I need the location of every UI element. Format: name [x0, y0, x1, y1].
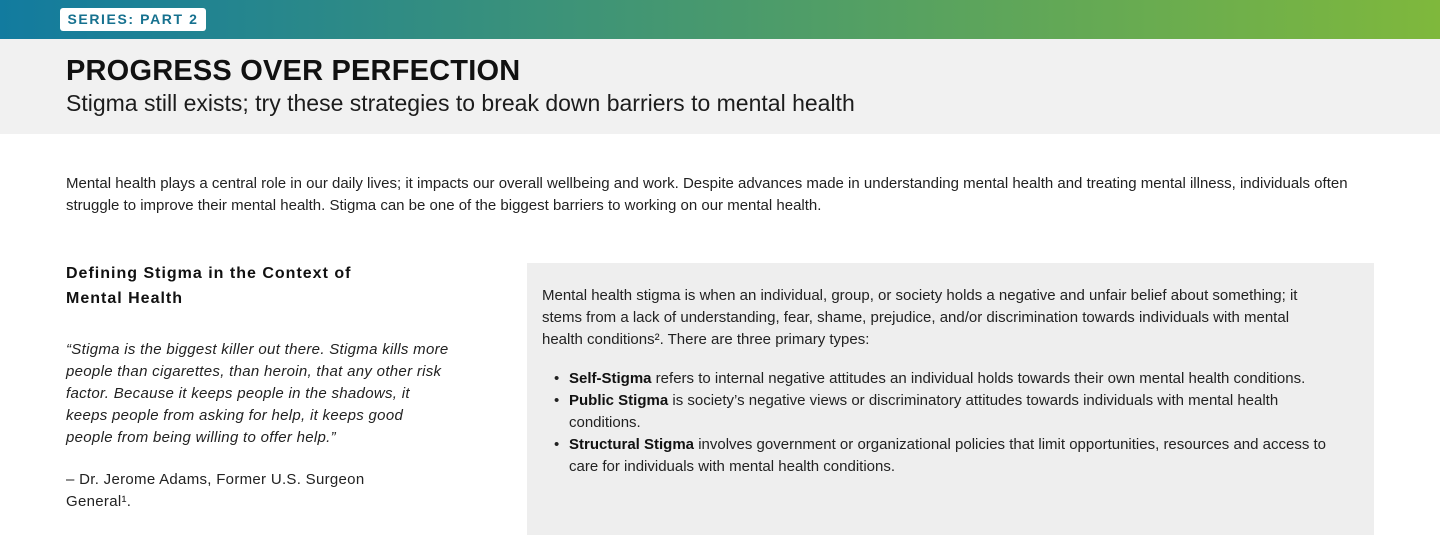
- list-item: [542, 434, 1334, 478]
- quote-text: “Stigma is the biggest killer out there. Stigma kills more people than cigarettes, than heroin, that any other risk factor. Because it keeps people in the shadows, it keeps people from asking for help, it keeps good people from being willing to offer help.”: [66, 341, 449, 446]
- type-term: Self-Stigma: [569, 370, 652, 387]
- intro-paragraph: Mental health plays a central role in our daily lives; it impacts our overall wellbeing and work. Despite advances made in understanding mental health and treating mental illness, individuals often struggle to improve their mental health. Stigma can be one of the biggest barriers to working on our mental health.: [66, 175, 1348, 214]
- bullet-icon: •: [554, 436, 560, 453]
- bullet-icon: •: [554, 370, 560, 387]
- type-description: involves government or organizational policies that limit opportunities, resources and access to care for individuals with mental health conditions.: [569, 436, 1327, 475]
- sidebar-column: [66, 261, 466, 513]
- type-description: refers to internal negative attitudes an individual holds towards their own mental health conditions.: [651, 370, 1306, 387]
- top-gradient-banner: [0, 0, 1440, 39]
- stigma-types-list: [542, 368, 1334, 478]
- list-item: [542, 390, 1334, 434]
- page-subtitle: Stigma still exists; try these strategies to break down barriers to mental health: [66, 90, 855, 116]
- quote-attribution: – Dr. Jerome Adams, Former U.S. Surgeon General¹.: [66, 471, 365, 510]
- series-label: SERIES: PART 2: [60, 8, 206, 31]
- list-item: [542, 368, 1334, 390]
- stigma-info-box: [527, 263, 1374, 535]
- page-title: PROGRESS OVER PERFECTION: [66, 55, 521, 87]
- stigma-definition: Mental health stigma is when an individual, group, or society holds a negative and unfair belief about something; it stems from a lack of understanding, fear, shame, prejudice, and/or discrimination towards individuals with mental health conditions². There are three primary types:: [542, 287, 1298, 348]
- type-description: is society’s negative views or discriminatory attitudes towards individuals with mental health conditions.: [569, 392, 1279, 431]
- section-heading: Defining Stigma in the Context of Mental Health: [66, 265, 352, 307]
- type-term: Public Stigma: [569, 392, 669, 409]
- type-term: Structural Stigma: [569, 436, 695, 453]
- header-band: [0, 39, 1440, 134]
- bullet-icon: •: [554, 392, 560, 409]
